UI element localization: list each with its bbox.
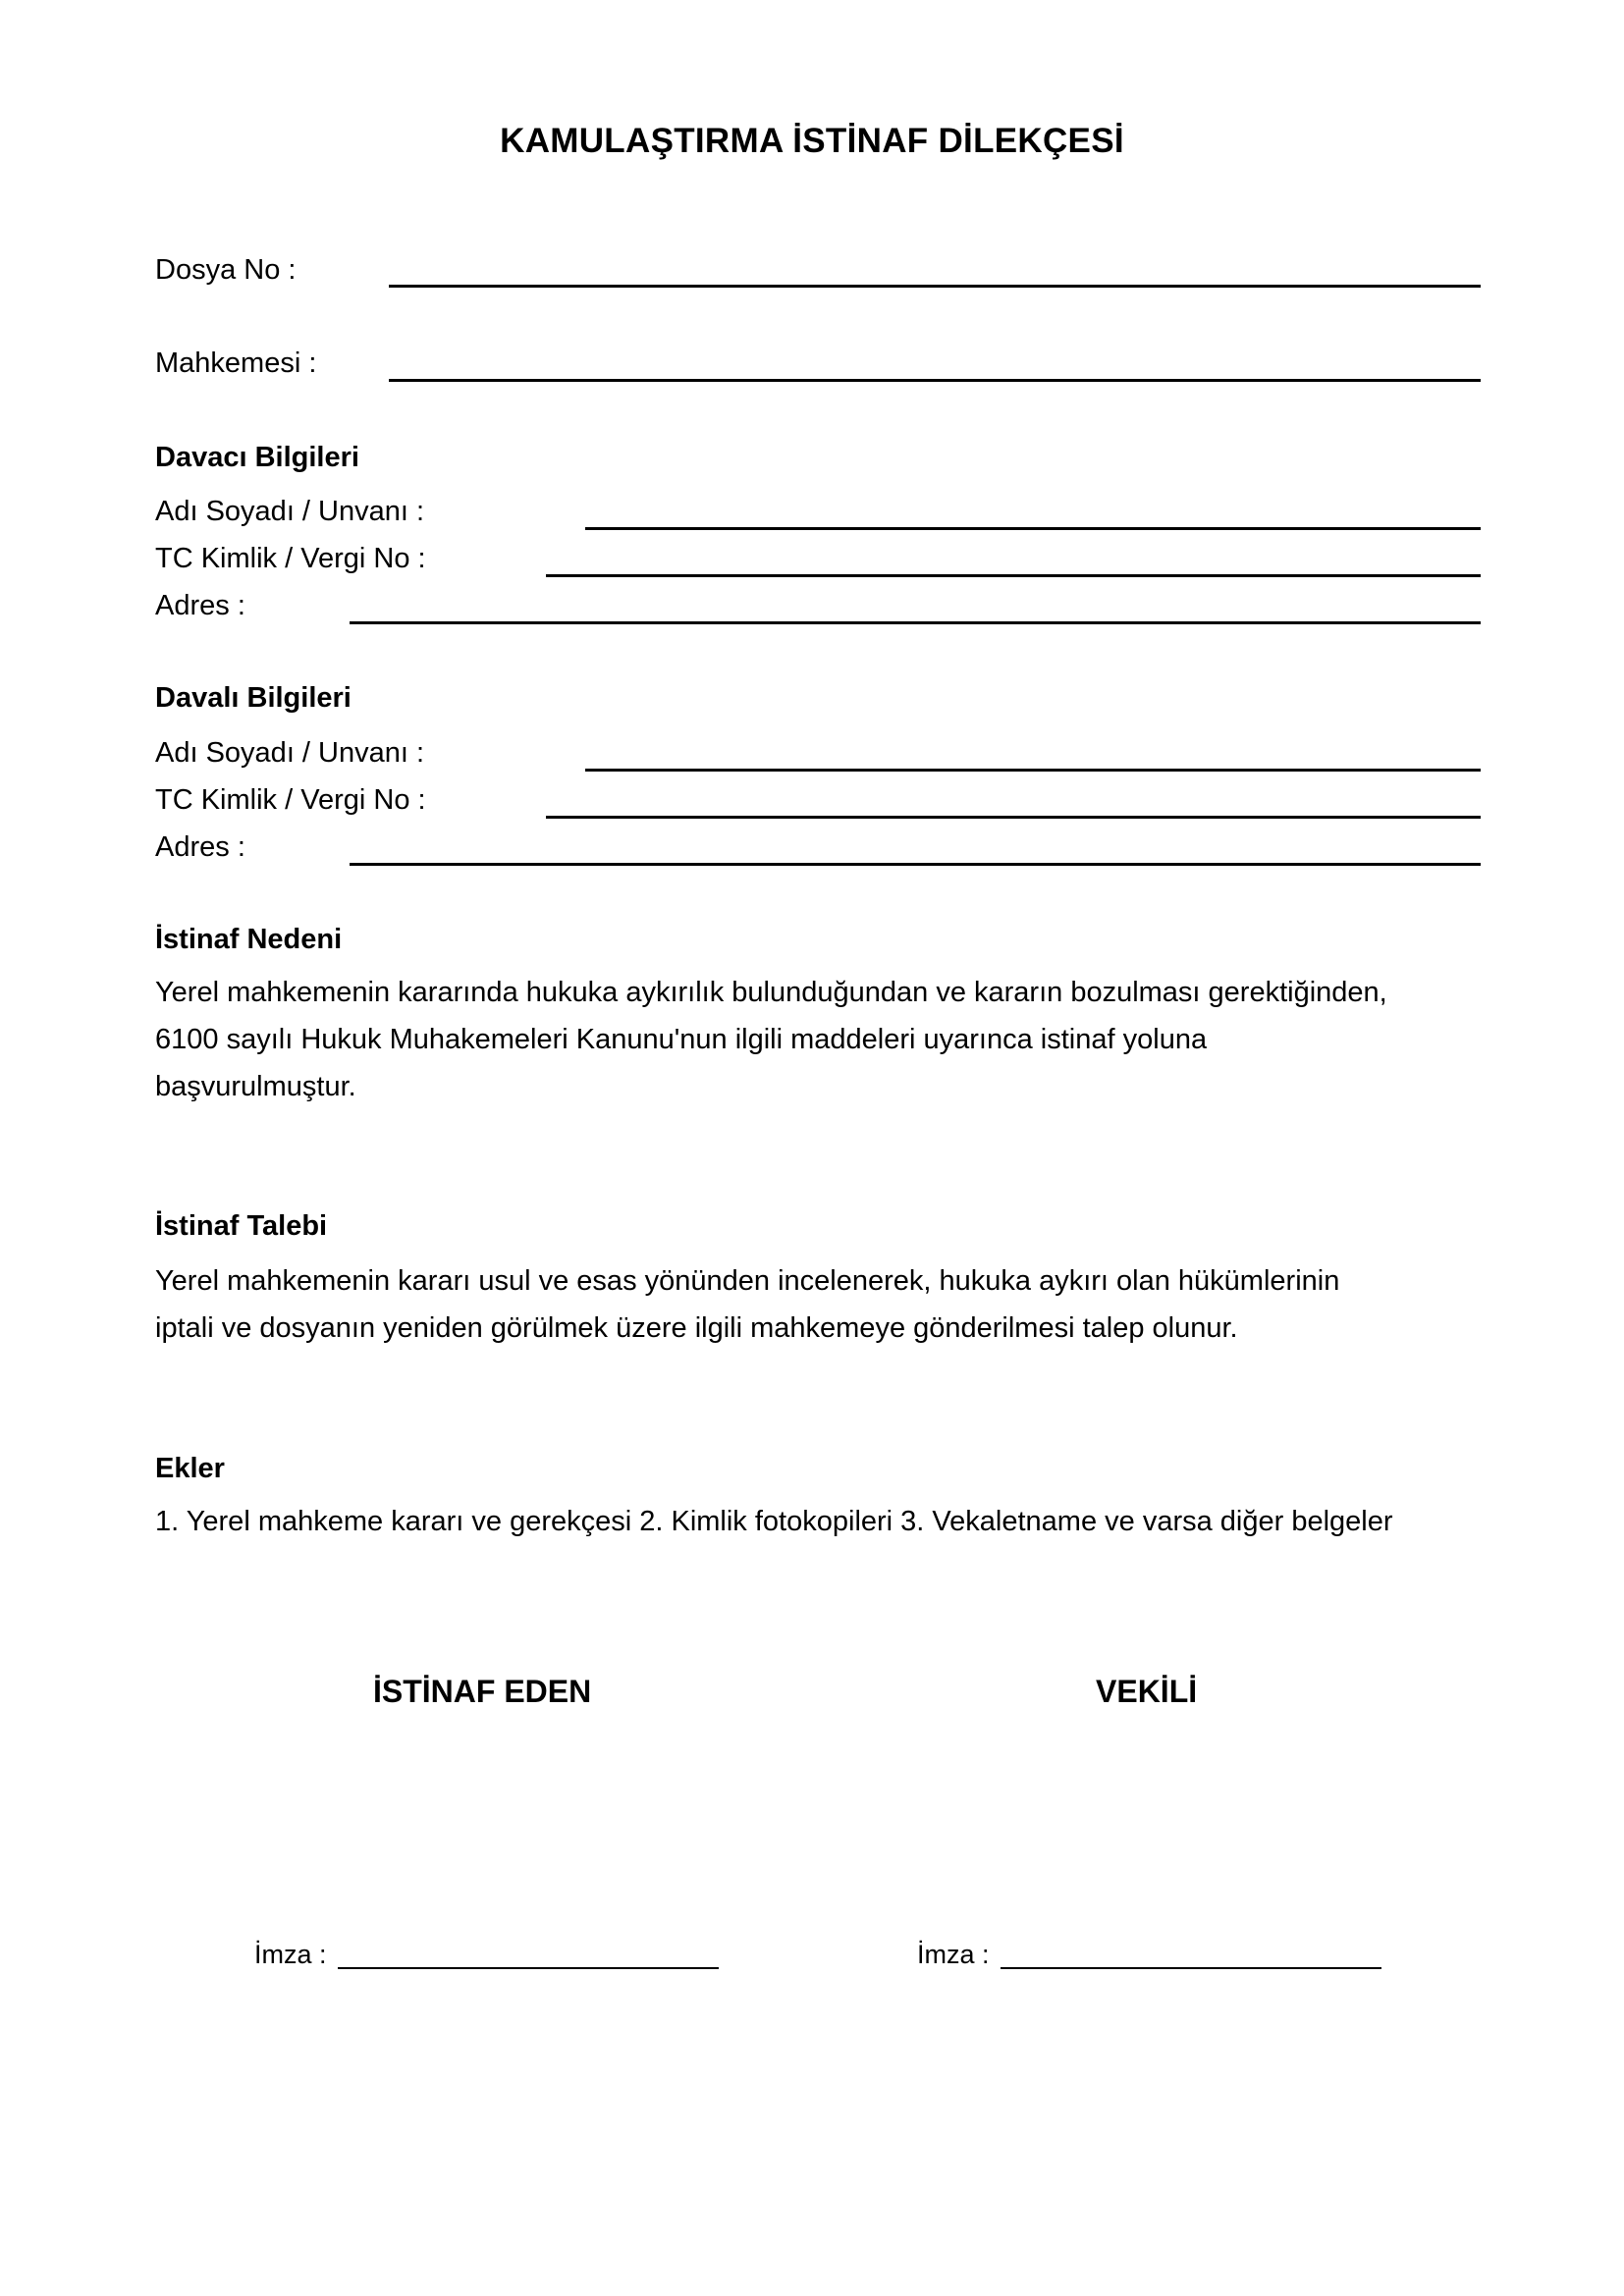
appellant-signature-line[interactable]: [338, 1967, 719, 1969]
document-title: KAMULAŞTIRMA İSTİNAF DİLEKÇESİ: [500, 122, 1124, 160]
plaintiff-id-label: TC Kimlik / Vergi No :: [155, 543, 426, 574]
file-no-field-line[interactable]: [389, 285, 1481, 288]
court-label: Mahkemesi :: [155, 347, 317, 379]
file-no-label: Dosya No :: [155, 254, 297, 286]
plaintiff-id-field-line[interactable]: [546, 574, 1481, 577]
appeal-reason-text: [155, 969, 1530, 1110]
appeal-request-line: iptali ve dosyanın yeniden görülmek üzere ilgili mahkemeye gönderilmesi talep olunur.: [155, 1312, 1238, 1344]
appellant-heading: İSTİNAF EDEN: [373, 1674, 592, 1709]
appeal-reason-line: Yerel mahkemenin kararında hukuka aykırılık bulunduğundan ve kararın bozulması gerektiğinden,: [155, 977, 1387, 1008]
appeal-request-line: Yerel mahkemenin kararı usul ve esas yönünden incelenerek, hukuka aykırı olan hükümlerinin: [155, 1265, 1340, 1297]
appeal-reason-heading: İstinaf Nedeni: [155, 924, 343, 955]
appellant-signature-label: İmza :: [254, 1940, 327, 1969]
defendant-address-field-line[interactable]: [350, 863, 1481, 866]
attorney-signature-label: İmza :: [917, 1940, 990, 1969]
plaintiff-name-field-line[interactable]: [585, 527, 1481, 530]
plaintiff-name-label: Adı Soyadı / Unvanı :: [155, 496, 425, 527]
defendant-name-label: Adı Soyadı / Unvanı :: [155, 737, 425, 769]
attorney-signature-line[interactable]: [1001, 1967, 1381, 1969]
attachments-heading: Ekler: [155, 1453, 225, 1484]
plaintiff-address-label: Adres :: [155, 590, 245, 621]
court-field-line[interactable]: [389, 379, 1481, 382]
plaintiff-address-field-line[interactable]: [350, 621, 1481, 624]
appeal-reason-line: başvurulmuştur.: [155, 1071, 356, 1102]
appeal-reason-line: 6100 sayılı Hukuk Muhakemeleri Kanunu'nun ilgili maddeleri uyarınca istinaf yoluna: [155, 1024, 1208, 1055]
plaintiff-heading: Davacı Bilgileri: [155, 442, 359, 473]
appeal-request-text: [155, 1257, 1530, 1352]
attorney-heading: VEKİLİ: [1096, 1674, 1198, 1709]
defendant-name-field-line[interactable]: [585, 769, 1481, 772]
appeal-request-heading: İstinaf Talebi: [155, 1210, 328, 1242]
defendant-address-label: Adres :: [155, 831, 245, 863]
defendant-heading: Davalı Bilgileri: [155, 682, 352, 714]
defendant-id-label: TC Kimlik / Vergi No :: [155, 784, 426, 816]
defendant-id-field-line[interactable]: [546, 816, 1481, 819]
attachments-text: 1. Yerel mahkeme kararı ve gerekçesi 2. Kimlik fotokopileri 3. Vekaletname ve varsa diğer belgeler: [155, 1506, 1393, 1537]
